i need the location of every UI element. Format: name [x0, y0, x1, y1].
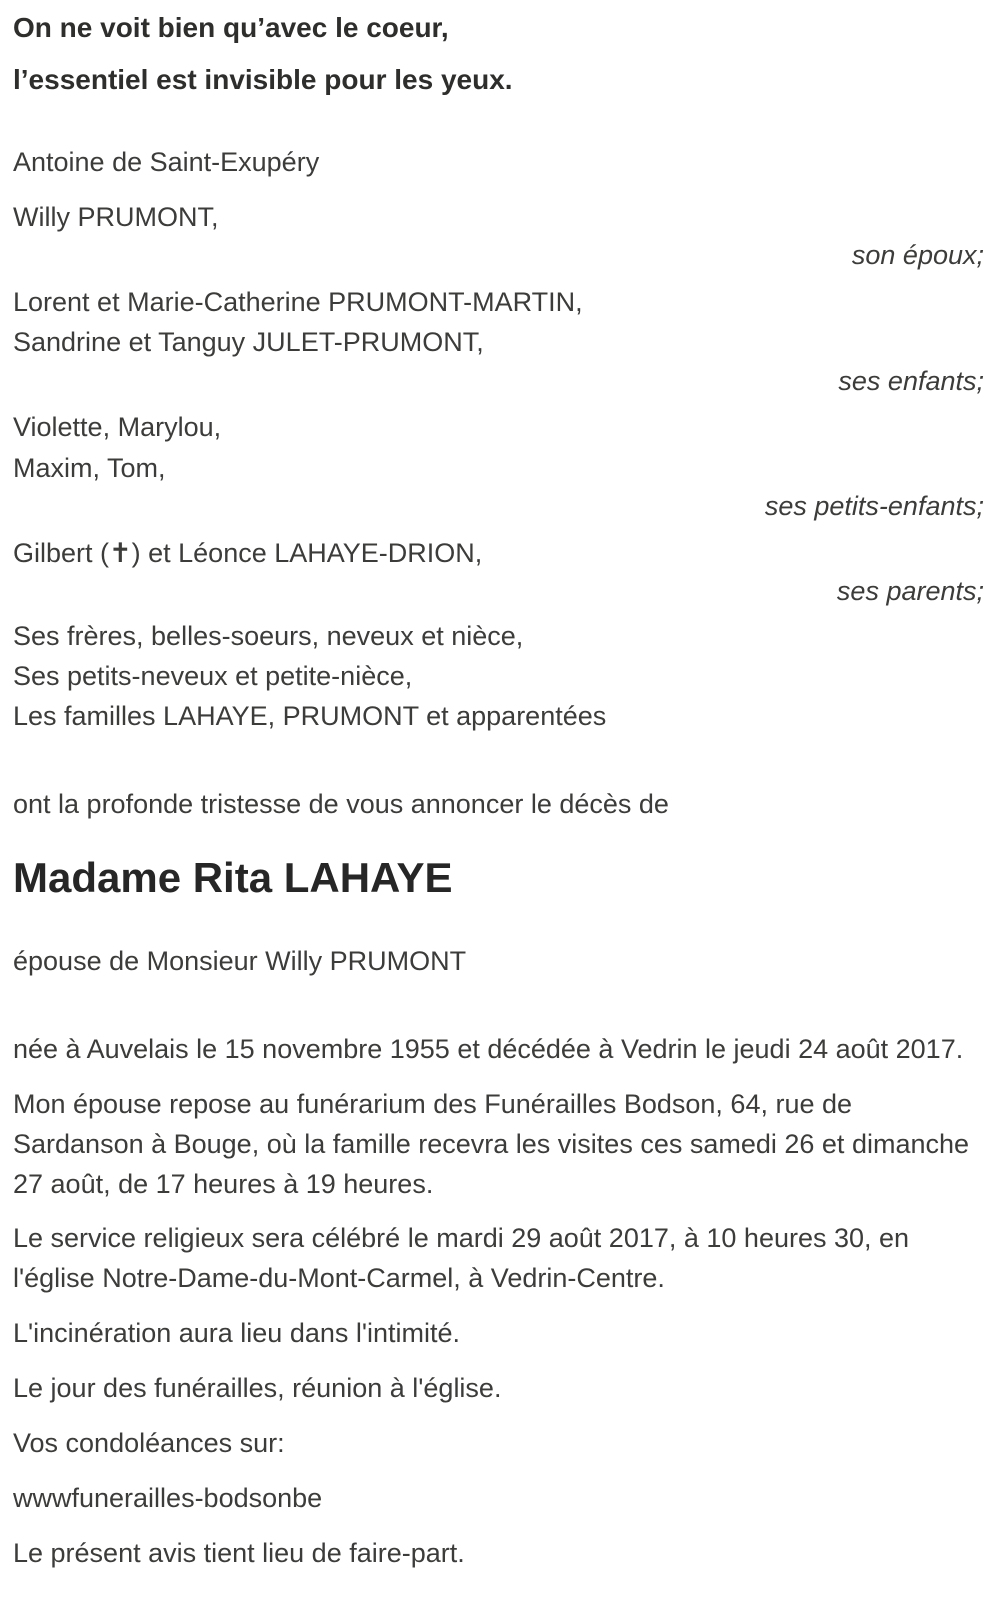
relation-label: ses enfants; — [838, 365, 984, 396]
family-group-children — [13, 282, 984, 399]
spouse-line: épouse de Monsieur Willy PRUMONT — [13, 945, 467, 976]
relation-label: son époux; — [851, 240, 984, 271]
detail-notice: Le présent avis tient lieu de faire-part. — [13, 1538, 465, 1569]
website-line: wwwfunerailles-bodsonbe — [13, 1483, 323, 1514]
detail-cremation: L'incinération aura lieu dans l'intimité. — [13, 1318, 461, 1349]
detail-reunion: Le jour des funérailles, réunion à l'église. — [13, 1373, 502, 1404]
deceased-name: Madame Rita LAHAYE — [13, 854, 453, 902]
condolences-label: Vos condoléances sur: — [13, 1428, 285, 1459]
detail-birth-death: née à Auvelais le 15 novembre 1955 et décédée à Vedrin le jeudi 24 août 2017. — [13, 1033, 964, 1064]
family-group-grandchildren — [13, 407, 984, 524]
family-group-spouse — [13, 197, 984, 274]
quote-line-2: l’essentiel est invisible pour les yeux. — [13, 64, 513, 96]
announcement-intro: ont la profonde tristesse de vous annoncer le décès de — [13, 789, 669, 820]
detail-service: Le service religieux sera célébré le mardi 29 août 2017, à 10 heures 30, en l'église Notre-Dame-du-Mont-Carmel, à Vedrin-Centre. — [13, 1223, 910, 1294]
family-member-line: Gilbert (✝) et Léonce LAHAYE-DRION, — [13, 537, 483, 568]
family-member-line: Lorent et Marie-Catherine PRUMONT-MARTIN, — [13, 286, 583, 317]
detail-visitation: Mon épouse repose au funérarium des Funérailles Bodson, 64, rue de Sardanson à Bouge, où la famille recevra les visites ces samedi 26 et dimanche 27 août, de 17 heures à 19 heures. — [13, 1088, 970, 1199]
family-member-line: Les familles LAHAYE, PRUMONT et apparentées — [13, 701, 607, 732]
quote-line-1: On ne voit bien qu’avec le coeur, — [13, 12, 449, 43]
family-member-line: Sandrine et Tanguy JULET-PRUMONT, — [13, 327, 484, 358]
family-member-line: Violette, Marylou, — [13, 412, 222, 443]
family-member-line: Ses frères, belles-soeurs, neveux et nièce, — [13, 621, 524, 652]
family-member-line: Willy PRUMONT, — [13, 201, 219, 232]
additional-family-block — [13, 617, 984, 737]
family-group-parents — [13, 533, 984, 610]
relation-label: ses parents; — [836, 576, 984, 607]
family-member-line: Maxim, Tom, — [13, 452, 166, 483]
relation-label: ses petits-enfants; — [764, 491, 984, 522]
family-member-line: Ses petits-neveux et petite-nièce, — [13, 661, 413, 692]
quote-author: Antoine de Saint-Exupéry — [13, 146, 320, 177]
